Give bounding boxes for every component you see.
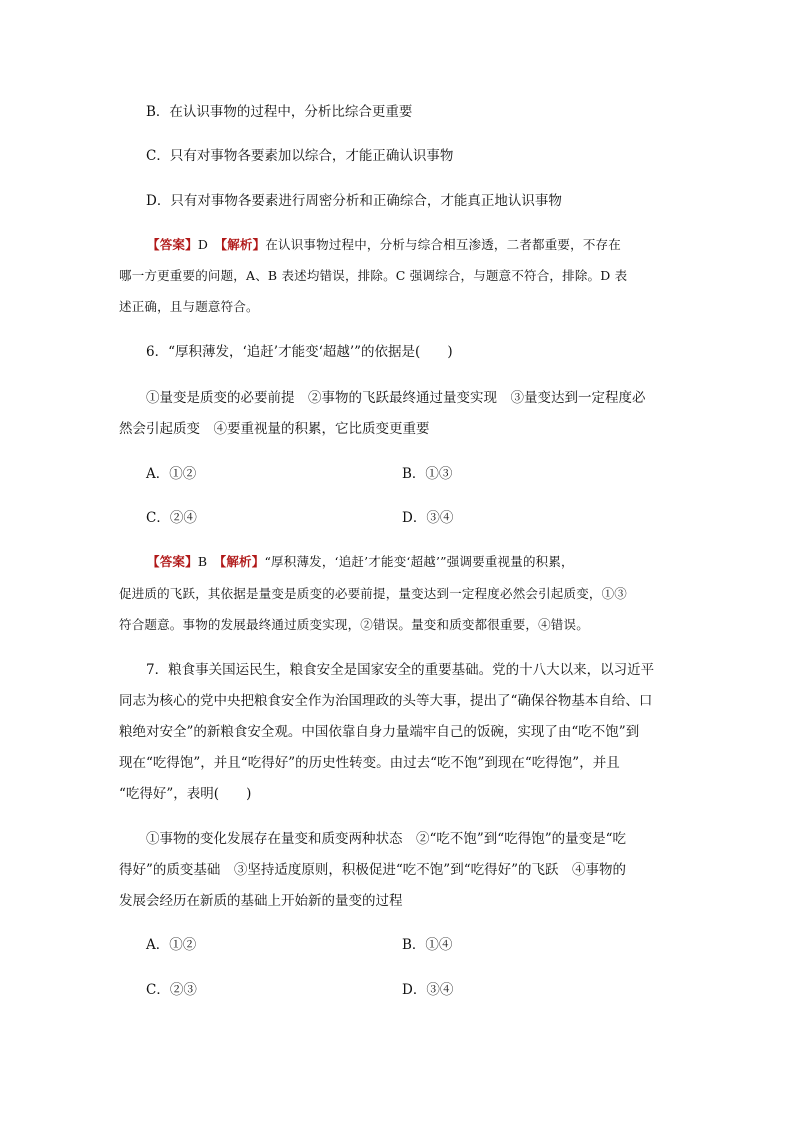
q6-answer-value: B — [197, 554, 208, 569]
q6-explain-tag: 【解析】 — [219, 554, 265, 569]
q6-explain-line-3: 符合题意。事物的发展最终通过质变实现，②错误。量变和质变都很重要，④错误。 — [119, 617, 589, 632]
q6-option-a: A．①② — [146, 466, 197, 482]
q7-statements-line-2: 得好”的质变基础 ③坚持适度原则，积极促进“吃不饱”到“吃得好”的飞跃 ④事物的 — [119, 862, 627, 878]
q6-option-d: D．③④ — [402, 510, 454, 526]
q5-answer-tag: 【答案】 — [147, 237, 198, 252]
q6-stem: 6．“厚积薄发，‘追赶’才能变‘超越’”的依据是( ) — [146, 344, 453, 360]
q5-explain-tag: 【解析】 — [220, 237, 266, 252]
q6-option-c: C．②④ — [146, 510, 197, 526]
q6-statements-line-1: ①量变是质变的必要前提 ②事物的飞跃最终通过量变实现 ③量变达到一定程度必 — [146, 390, 646, 406]
q6-explain-line-2: 促进质的飞跃，其依据是量变是质变的必要前提，量变达到一定程度必然会引起质变，①③ — [119, 586, 628, 601]
q7-option-b: B．①④ — [402, 937, 453, 953]
q5-explain-line-3: 述正确，且与题意符合。 — [119, 299, 259, 314]
q5-explain-line-1: 在认识事物过程中，分析与综合相互渗透，二者都重要，不存在 — [265, 237, 621, 252]
q6-answer-line — [147, 552, 574, 572]
q7-option-c: C．②③ — [146, 982, 197, 998]
q7-option-d: D．③④ — [402, 982, 454, 998]
q7-option-a: A．①② — [146, 937, 197, 953]
q5-explain-line-2: 哪一方更重要的问题，A、B 表述均错误，排除。C 强调综合，与题意不符合，排除。D 表 — [119, 268, 628, 283]
q5-option-d: D．只有对事物各要素进行周密分析和正确综合，才能真正地认识事物 — [146, 193, 562, 209]
q6-answer-tag: 【答案】 — [147, 554, 198, 569]
q5-option-b: B．在认识事物的过程中，分析比综合更重要 — [146, 104, 413, 120]
q6-option-b: B．①③ — [402, 466, 453, 482]
q7-stem-line-5: “吃得好”，表明( ) — [119, 786, 252, 802]
q7-stem-line-2: 同志为核心的党中央把粮食安全作为治国理政的头等大事，提出了“确保谷物基本自给、口 — [119, 693, 653, 709]
q7-stem-line-3: 粮绝对安全”的新粮食安全观。中国依靠自身力量端牢自己的饭碗，实现了由“吃不饱”到 — [119, 724, 640, 740]
q7-stem-line-4: 现在“吃得饱”，并且“吃得好”的历史性转变。由过去“吃不饱”到现在“吃得饱”，并且 — [119, 755, 620, 771]
q5-answer-line — [147, 235, 621, 255]
q6-explain-line-1: “厚积薄发，‘追赶’才能变‘超越’”强调要重视量的积累， — [264, 554, 574, 569]
q7-statements-line-1: ①事物的变化发展存在量变和质变两种状态 ②“吃不饱”到“吃得饱”的量变是“吃 — [146, 831, 627, 847]
q5-option-c: C．只有对事物各要素加以综合，才能正确认识事物 — [146, 148, 454, 164]
q6-statements-line-2: 然会引起质变 ④要重视量的积累，它比质变更重要 — [119, 421, 430, 437]
q5-answer-value: D — [197, 237, 209, 252]
q7-statements-line-3: 发展会经历在新质的基础上开始新的量变的过程 — [119, 893, 403, 909]
q7-stem-line-1: 7．粮食事关国运民生，粮食安全是国家安全的重要基础。党的十八大以来，以习近平 — [146, 662, 655, 678]
